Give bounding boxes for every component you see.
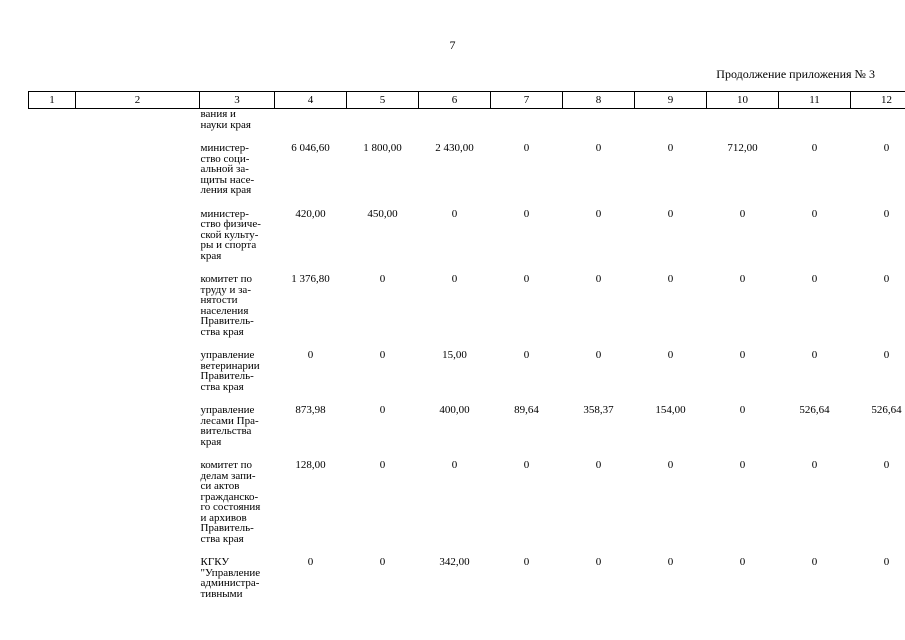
column-header: 7 bbox=[491, 92, 563, 109]
organization-name: управление ветеринарии Правитель- ства края bbox=[200, 349, 260, 393]
empty-cell bbox=[29, 261, 76, 337]
column-header: 3 bbox=[200, 92, 275, 109]
value-cell: 0 bbox=[883, 349, 890, 361]
value-cell: 358,37 bbox=[583, 404, 614, 416]
organization-cell bbox=[200, 261, 275, 337]
value-cell bbox=[779, 109, 851, 131]
column-header: 10 bbox=[707, 92, 779, 109]
value-cell: 6 046,60 bbox=[291, 142, 330, 154]
value-cell: 0 bbox=[595, 459, 602, 471]
value-cell bbox=[707, 109, 779, 131]
value-cell: 0 bbox=[307, 349, 314, 361]
value-cell: 0 bbox=[595, 556, 602, 568]
value-cell: 342,00 bbox=[439, 556, 470, 568]
value-cell: 400,00 bbox=[439, 404, 470, 416]
organization-cell bbox=[200, 544, 275, 599]
value-cell: 0 bbox=[811, 459, 818, 471]
value-cell: 0 bbox=[523, 556, 530, 568]
value-cell: 0 bbox=[739, 459, 746, 471]
value-cell: 0 bbox=[379, 349, 386, 361]
empty-cell bbox=[76, 109, 200, 131]
header-row bbox=[29, 92, 905, 109]
value-cell: 0 bbox=[379, 459, 386, 471]
value-cell: 873,98 bbox=[295, 404, 326, 416]
value-cell bbox=[491, 109, 563, 131]
empty-cell bbox=[29, 130, 76, 196]
value-cell: 0 bbox=[523, 142, 530, 154]
value-cell: 15,00 bbox=[442, 349, 467, 361]
organization-name: вания и науки края bbox=[200, 108, 251, 131]
value-cell: 0 bbox=[883, 273, 890, 285]
column-header: 1 bbox=[29, 92, 76, 109]
table-row bbox=[29, 109, 905, 131]
table-row bbox=[29, 261, 905, 337]
table-row bbox=[29, 544, 905, 599]
column-header: 5 bbox=[347, 92, 419, 109]
empty-cell bbox=[29, 337, 76, 392]
value-cell: 526,64 bbox=[799, 404, 830, 416]
value-cell: 1 376,80 bbox=[291, 273, 330, 285]
empty-cell bbox=[76, 392, 200, 447]
column-header: 4 bbox=[275, 92, 347, 109]
value-cell: 0 bbox=[739, 556, 746, 568]
value-cell: 0 bbox=[739, 404, 746, 416]
value-cell: 0 bbox=[667, 142, 674, 154]
value-cell: 0 bbox=[523, 207, 530, 220]
column-header: 11 bbox=[779, 92, 851, 109]
value-cell: 0 bbox=[667, 459, 674, 471]
value-cell: 0 bbox=[811, 207, 818, 220]
value-cell: 0 bbox=[379, 556, 386, 568]
value-cell: 0 bbox=[739, 207, 746, 220]
empty-cell bbox=[29, 109, 76, 131]
column-header: 2 bbox=[76, 92, 200, 109]
value-cell: 712,00 bbox=[727, 142, 758, 154]
value-cell: 1 800,00 bbox=[363, 142, 402, 154]
organization-cell bbox=[200, 447, 275, 544]
organization-name: министер- ство соци- альной за- щиты насе- ления края bbox=[200, 142, 255, 196]
value-cell: 0 bbox=[883, 142, 890, 154]
value-cell: 154,00 bbox=[655, 404, 686, 416]
organization-name: комитет по делам запи- си актов гражданско- го состояния и архивов Правитель- ства края bbox=[200, 459, 261, 545]
value-cell: 0 bbox=[811, 349, 818, 361]
organization-cell bbox=[200, 130, 275, 196]
value-cell: 0 bbox=[307, 556, 314, 568]
value-cell bbox=[347, 109, 419, 131]
organization-name: министер- ство физиче- ской культу- ры и спорта края bbox=[200, 207, 261, 262]
value-cell: 526,64 bbox=[871, 404, 902, 416]
continuation-note: Продолжение приложения № 3 bbox=[716, 67, 875, 81]
value-cell: 0 bbox=[379, 404, 386, 416]
organization-name: комитет по труду и за- нятости населения Правитель- ства края bbox=[200, 273, 254, 338]
value-cell: 0 bbox=[667, 207, 674, 220]
page-number: 7 bbox=[449, 38, 456, 52]
empty-cell bbox=[29, 544, 76, 599]
empty-cell bbox=[76, 196, 200, 262]
organization-cell bbox=[200, 196, 275, 262]
empty-cell bbox=[29, 447, 76, 544]
value-cell: 0 bbox=[667, 273, 674, 285]
value-cell: 0 bbox=[595, 273, 602, 285]
value-cell: 0 bbox=[883, 459, 890, 471]
empty-cell bbox=[76, 261, 200, 337]
table-row bbox=[29, 196, 905, 262]
value-cell: 0 bbox=[883, 556, 890, 568]
value-cell: 0 bbox=[523, 459, 530, 471]
empty-cell bbox=[76, 130, 200, 196]
value-cell bbox=[563, 109, 635, 131]
value-cell: 128,00 bbox=[295, 459, 326, 471]
table-row bbox=[29, 337, 905, 392]
table-row bbox=[29, 130, 905, 196]
value-cell: 0 bbox=[451, 207, 458, 220]
value-cell bbox=[419, 109, 491, 131]
organization-cell bbox=[200, 392, 275, 447]
value-cell: 0 bbox=[811, 556, 818, 568]
value-cell: 420,00 bbox=[295, 207, 326, 220]
value-cell bbox=[851, 109, 905, 131]
value-cell: 0 bbox=[739, 349, 746, 361]
value-cell: 0 bbox=[379, 273, 386, 285]
value-cell: 0 bbox=[667, 556, 674, 568]
empty-cell bbox=[76, 544, 200, 599]
value-cell: 0 bbox=[883, 207, 890, 220]
value-cell bbox=[635, 109, 707, 131]
empty-cell bbox=[29, 392, 76, 447]
value-cell: 0 bbox=[811, 142, 818, 154]
value-cell: 0 bbox=[739, 273, 746, 285]
column-header: 8 bbox=[563, 92, 635, 109]
organization-name: управление лесами Пра- вительства края bbox=[200, 404, 259, 448]
table-row bbox=[29, 447, 905, 544]
value-cell: 0 bbox=[811, 273, 818, 285]
organization-cell bbox=[200, 337, 275, 392]
table-row bbox=[29, 392, 905, 447]
value-cell: 2 430,00 bbox=[435, 142, 474, 154]
empty-cell bbox=[29, 196, 76, 262]
column-header: 6 bbox=[419, 92, 491, 109]
value-cell: 0 bbox=[595, 207, 602, 220]
column-header: 9 bbox=[635, 92, 707, 109]
value-cell: 450,00 bbox=[367, 207, 398, 220]
organization-cell bbox=[200, 109, 275, 131]
value-cell: 0 bbox=[523, 273, 530, 285]
value-cell bbox=[275, 109, 347, 131]
value-cell: 0 bbox=[595, 349, 602, 361]
organization-name: КГКУ "Управление администра- тивными bbox=[200, 556, 261, 600]
empty-cell bbox=[76, 447, 200, 544]
value-cell: 0 bbox=[451, 459, 458, 471]
value-cell: 0 bbox=[523, 349, 530, 361]
value-cell: 0 bbox=[451, 273, 458, 285]
column-header: 12 bbox=[851, 92, 905, 109]
value-cell: 0 bbox=[667, 349, 674, 361]
empty-cell bbox=[76, 337, 200, 392]
appendix-table bbox=[28, 91, 905, 599]
value-cell: 0 bbox=[595, 142, 602, 154]
value-cell: 89,64 bbox=[514, 404, 539, 416]
